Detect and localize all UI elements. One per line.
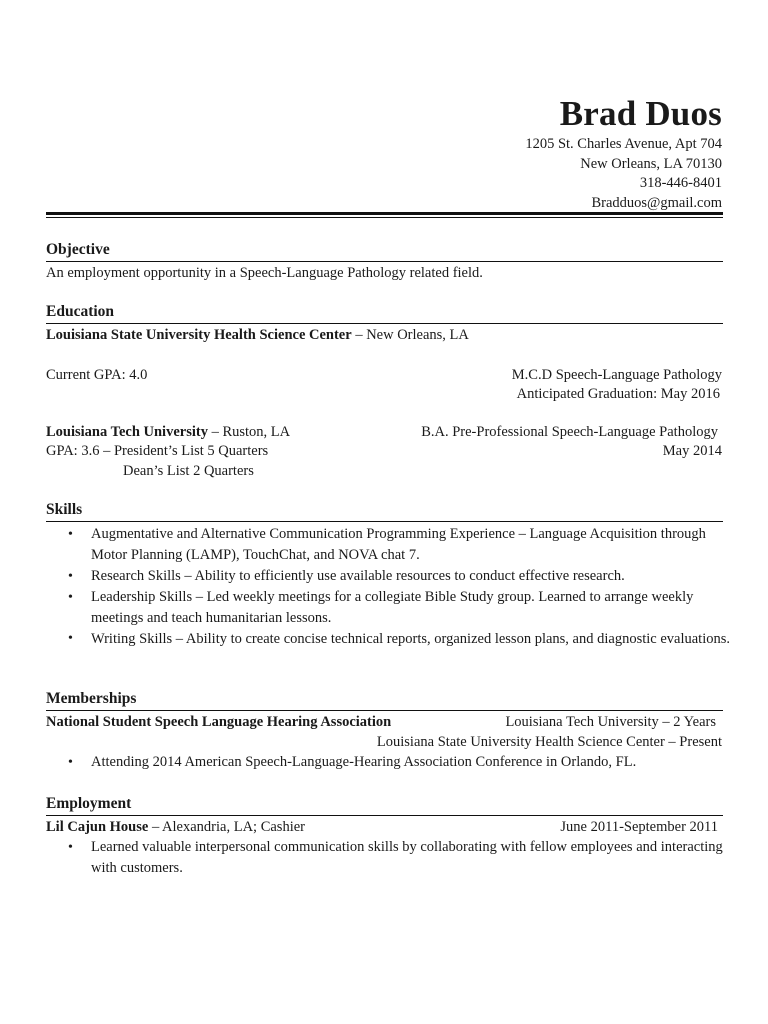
skill-item: Augmentative and Alternative Communication Programming Experience – Language Acquisition through Motor Planning (LAMP), TouchChat, and NOVA chat 7. bbox=[91, 526, 706, 563]
education-divider bbox=[46, 323, 723, 324]
lsu-line bbox=[46, 325, 469, 345]
employment-dates: June 2011-September 2011 bbox=[560, 819, 718, 835]
email-address: Bradduos@gmail.com bbox=[591, 195, 722, 211]
objective-text: An employment opportunity in a Speech-Language Pathology related field. bbox=[46, 265, 483, 281]
latech-gpa: GPA: 3.6 – President’s List 5 Quarters bbox=[46, 443, 269, 459]
bullet-icon: • bbox=[68, 590, 73, 605]
employer-line bbox=[46, 817, 305, 837]
employer-details: – Alexandria, LA; Cashier bbox=[148, 819, 305, 835]
skill-item: Writing Skills – Ability to create concise technical reports, organized lesson plans, and diagnostic evaluations. bbox=[91, 631, 731, 647]
employment-divider bbox=[46, 815, 723, 816]
skill-item: Leadership Skills – Led weekly meetings for a collegiate Bible Study group. Learned to arrange weekly meetings and teach humanitarian lessons. bbox=[91, 589, 694, 626]
employer-name: Lil Cajun House bbox=[46, 819, 149, 835]
membership-tenure-1: Louisiana Tech University – 2 Years bbox=[505, 714, 716, 730]
latech-location: – Ruston, LA bbox=[207, 424, 291, 440]
membership-tenure-2: Louisiana State University Health Science Center – Present bbox=[376, 734, 722, 750]
membership-org: National Student Speech Language Hearing Association bbox=[46, 714, 392, 730]
bullet-icon: • bbox=[68, 527, 73, 542]
bullet-icon: • bbox=[68, 631, 73, 646]
bullet-icon: • bbox=[68, 840, 73, 855]
memberships-heading: Memberships bbox=[46, 690, 137, 707]
employment-heading: Employment bbox=[46, 795, 132, 812]
candidate-name: Brad Duos bbox=[559, 94, 722, 133]
address-line-2: New Orleans, LA 70130 bbox=[580, 156, 722, 172]
memberships-divider bbox=[46, 710, 723, 711]
lsu-gpa: Current GPA: 4.0 bbox=[46, 367, 148, 383]
lsu-school-name: Louisiana State University Health Science Center bbox=[46, 327, 352, 343]
education-heading: Education bbox=[46, 303, 115, 320]
lsu-degree: M.C.D Speech-Language Pathology bbox=[511, 367, 722, 383]
employment-item: Learned valuable interpersonal communication skills by collaborating with fellow employees and interacting with customers. bbox=[91, 839, 723, 876]
address-line-1: 1205 St. Charles Avenue, Apt 704 bbox=[525, 136, 722, 152]
skills-heading: Skills bbox=[46, 501, 83, 518]
bullet-icon: • bbox=[68, 755, 73, 770]
latech-school-name: Louisiana Tech University bbox=[46, 424, 208, 440]
latech-date: May 2014 bbox=[662, 443, 722, 459]
membership-item: Attending 2014 American Speech-Language-Hearing Association Conference in Orlando, FL. bbox=[91, 754, 637, 770]
header-divider-thin bbox=[46, 217, 723, 218]
skill-item: Research Skills – Ability to efficiently use available resources to conduct effective research. bbox=[91, 568, 625, 584]
latech-deans-list: Dean’s List 2 Quarters bbox=[123, 463, 254, 479]
bullet-icon: • bbox=[68, 569, 73, 584]
lsu-graduation: Anticipated Graduation: May 2016 bbox=[516, 386, 720, 402]
objective-divider bbox=[46, 261, 723, 262]
lsu-location: – New Orleans, LA bbox=[351, 327, 469, 343]
objective-heading: Objective bbox=[46, 241, 110, 258]
phone-number: 318-446-8401 bbox=[639, 175, 722, 191]
header-divider bbox=[46, 212, 723, 215]
latech-degree: B.A. Pre-Professional Speech-Language Pathology bbox=[421, 424, 718, 440]
latech-line bbox=[46, 422, 290, 442]
skills-divider bbox=[46, 521, 723, 522]
